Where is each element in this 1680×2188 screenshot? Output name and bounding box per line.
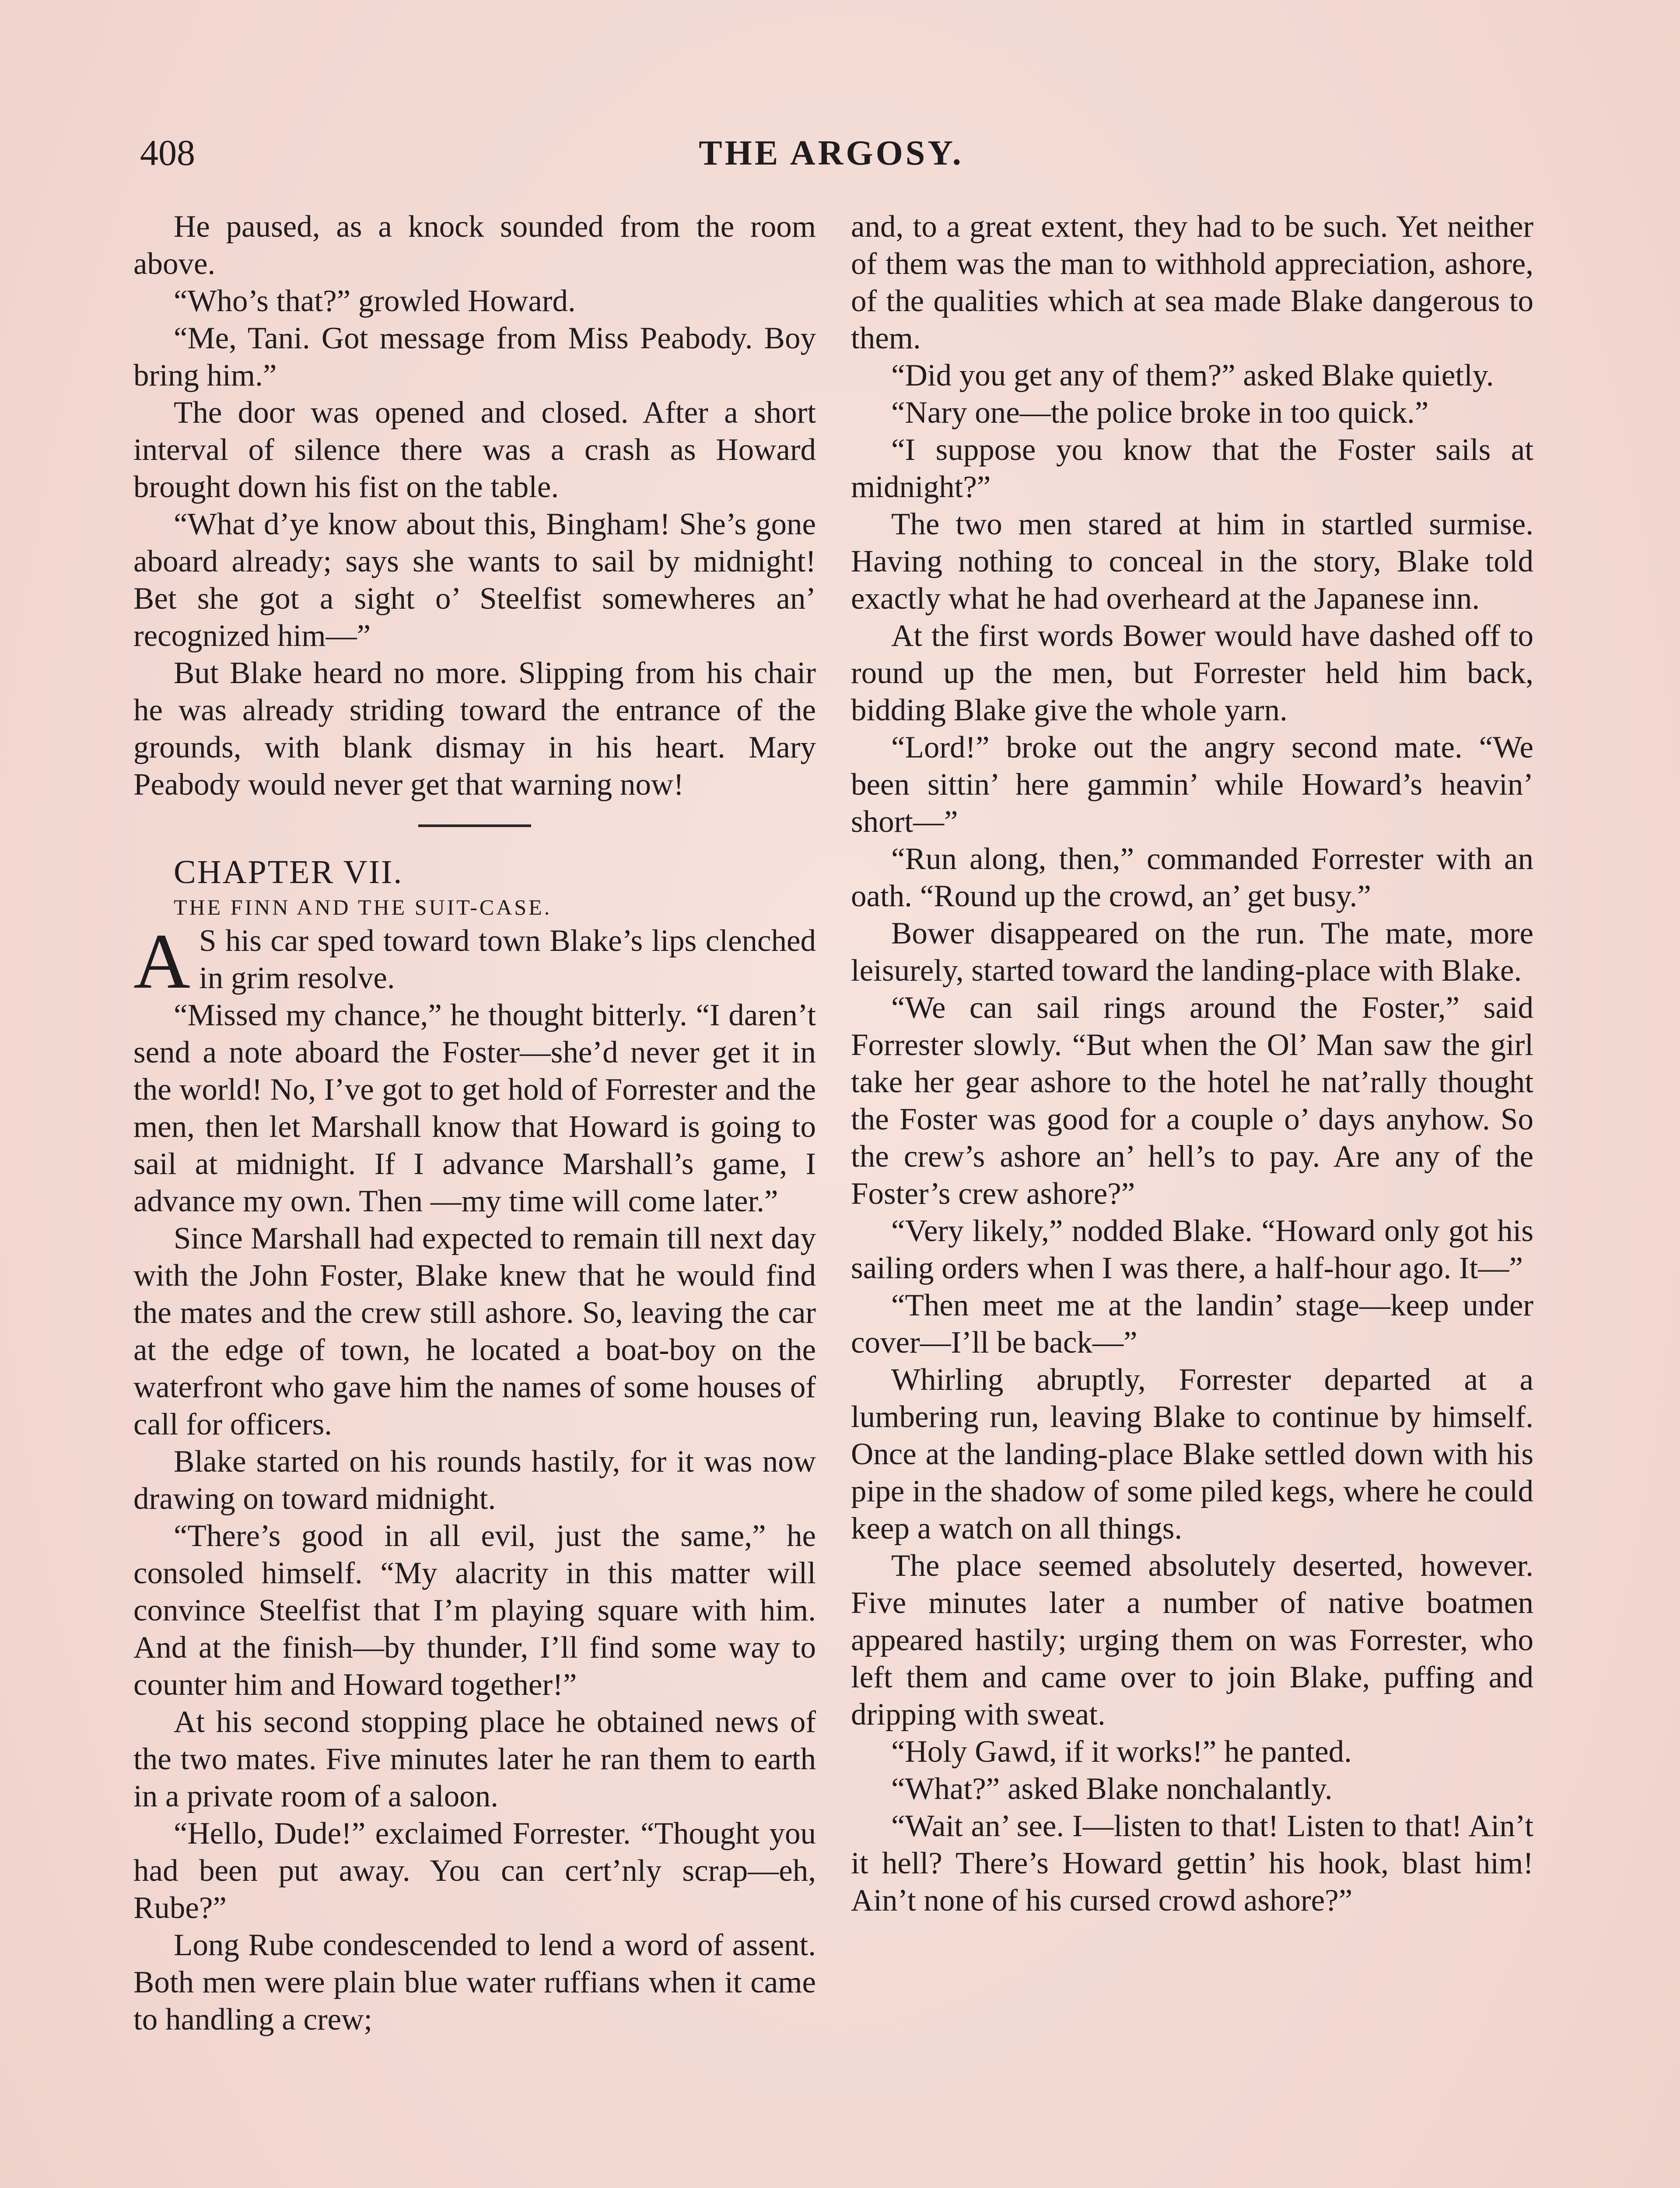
paragraph: “Holy Gawd, if it works!” he panted.	[891, 1735, 1352, 1769]
page-number: 408	[140, 133, 195, 173]
paragraph: “What d’ye know about this, Bingham! She’s gone aboard already; says she wants to sail by midnight! Bet she got a sight o’ Steelfist somewheres an’ recognized him—”	[133, 507, 816, 653]
paragraph: Bower disappeared on the run. The mate, more leisurely, started toward the landing-place with Blake.	[851, 916, 1533, 988]
paragraph: “I suppose you know that the Foster sails at midnight?”	[851, 433, 1533, 504]
paragraph: “Lord!” broke out the angry second mate. “We been sittin’ here gammin’ while Howard’s heavin’ short—”	[851, 730, 1533, 839]
paragraph: He paused, as a knock sounded from the room above.	[133, 210, 816, 281]
page-header	[133, 129, 1529, 177]
paragraph: “Then meet me at the landin’ stage—keep under cover—I’ll be back—”	[851, 1288, 1533, 1360]
paragraph: “Me, Tani. Got message from Miss Peabody. Boy bring him.”	[133, 321, 816, 393]
paragraph-continuation: and, to a great extent, they had to be such. Yet neither of them was the man to withhold appreciation, ashore, of the qualities which at sea made Blake dangerous to them.	[851, 210, 1533, 355]
paragraph: “Missed my chance,” he thought bitterly. “I daren’t send a note aboard the Foster—she’d never get it in the world! No, I’ve got to get hold of Forrester and the men, then let Marshall know that Howard is going to sail at midnight. If I advance Marshall’s game, I advance my own. Then —my time will come later.”	[133, 998, 816, 1218]
opening-text: S his car sped toward town Blake’s lips clenched in grim resolve.	[199, 924, 816, 995]
left-column	[133, 208, 816, 2038]
paragraph: “Who’s that?” growled Howard.	[174, 284, 576, 318]
paragraph: “Run along, then,” commanded Forrester with an oath. “Round up the crowd, an’ get busy.”	[851, 842, 1533, 913]
paragraph: “Wait an’ see. I—listen to that! Listen to that! Ain’t it hell? There’s Howard gettin’ his hook, blast him! Ain’t none of his cursed crowd ashore?”	[851, 1809, 1533, 1918]
running-title: THE ARGOSY.	[699, 134, 964, 172]
paragraph: Long Rube condescended to lend a word of assent. Both men were plain blue water ruffians when it came to handling a crew;	[133, 1928, 816, 2037]
paragraph: “There’s good in all evil, just the same,” he consoled himself. “My alacrity in this matter will convince Steelfist that I’m playing square with him. And at the finish—by thunder, I’ll find some way to counter him and Howard together!”	[133, 1519, 816, 1702]
paragraph: The place seemed absolutely deserted, however. Five minutes later a number of native boatmen appeared hastily; urging them on was Forrester, who left them and came over to join Blake, puffing and dripping with sweat.	[851, 1549, 1533, 1732]
paragraph: At his second stopping place he obtained news of the two mates. Five minutes later he ran them to earth in a private room of a saloon.	[133, 1705, 816, 1813]
paragraph: “We can sail rings around the Foster,” said Forrester slowly. “But when the Ol’ Man saw the girl take her gear ashore to the hotel he nat’rally thought the Foster was good for a couple o’ days anyhow. So the crew’s ashore an’ hell’s to pay. Are any of the Foster’s crew ashore?”	[851, 991, 1533, 1211]
paragraph: “Very likely,” nodded Blake. “Howard only got his sailing orders when I was there, a half-hour ago. It—”	[851, 1214, 1533, 1285]
right-column	[851, 208, 1533, 1919]
drop-cap: A	[133, 918, 190, 1005]
paragraph: At the first words Bower would have dashed off to round up the men, but Forrester held him back, bidding Blake give the whole yarn.	[851, 619, 1533, 727]
chapter-title: CHAPTER VII.	[174, 854, 403, 891]
paragraph: “What?” asked Blake nonchalantly.	[891, 1772, 1333, 1806]
paragraph: “Nary one—the police broke in too quick.”	[891, 396, 1429, 430]
paragraph: “Did you get any of them?” asked Blake quietly.	[891, 358, 1494, 393]
chapter-opening-paragraph	[133, 918, 816, 1005]
paragraph: The two men stared at him in startled surmise. Having nothing to conceal in the story, Blake told exactly what he had overheard at the Japanese inn.	[851, 507, 1533, 616]
paragraph: Blake started on his rounds hastily, for it was now drawing on toward midnight.	[133, 1445, 816, 1516]
paragraph: But Blake heard no more. Slipping from his chair he was already striding toward the entrance of the grounds, with blank dismay in his heart. Mary Peabody would never get that warning now!	[133, 656, 816, 802]
paragraph: Since Marshall had expected to remain till next day with the John Foster, Blake knew that he would find the mates and the crew still ashore. So, leaving the car at the edge of town, he located a boat-boy on the waterfront who gave him the names of some houses of call for officers.	[133, 1221, 816, 1441]
paragraph: “Hello, Dude!” exclaimed Forrester. “Thought you had been put away. You can cert’nly scrap—eh, Rube?”	[133, 1816, 816, 1925]
paragraph: The door was opened and closed. After a short interval of silence there was a crash as Howard brought down his fist on the table.	[133, 396, 816, 504]
chapter-subtitle: THE FINN AND THE SUIT-CASE.	[174, 895, 552, 919]
section-divider	[418, 824, 531, 827]
paragraph: Whirling abruptly, Forrester departed at a lumbering run, leaving Blake to continue by himself. Once at the landing-place Blake settled down with his pipe in the shadow of some piled kegs, where he could keep a watch on all things.	[851, 1363, 1533, 1546]
